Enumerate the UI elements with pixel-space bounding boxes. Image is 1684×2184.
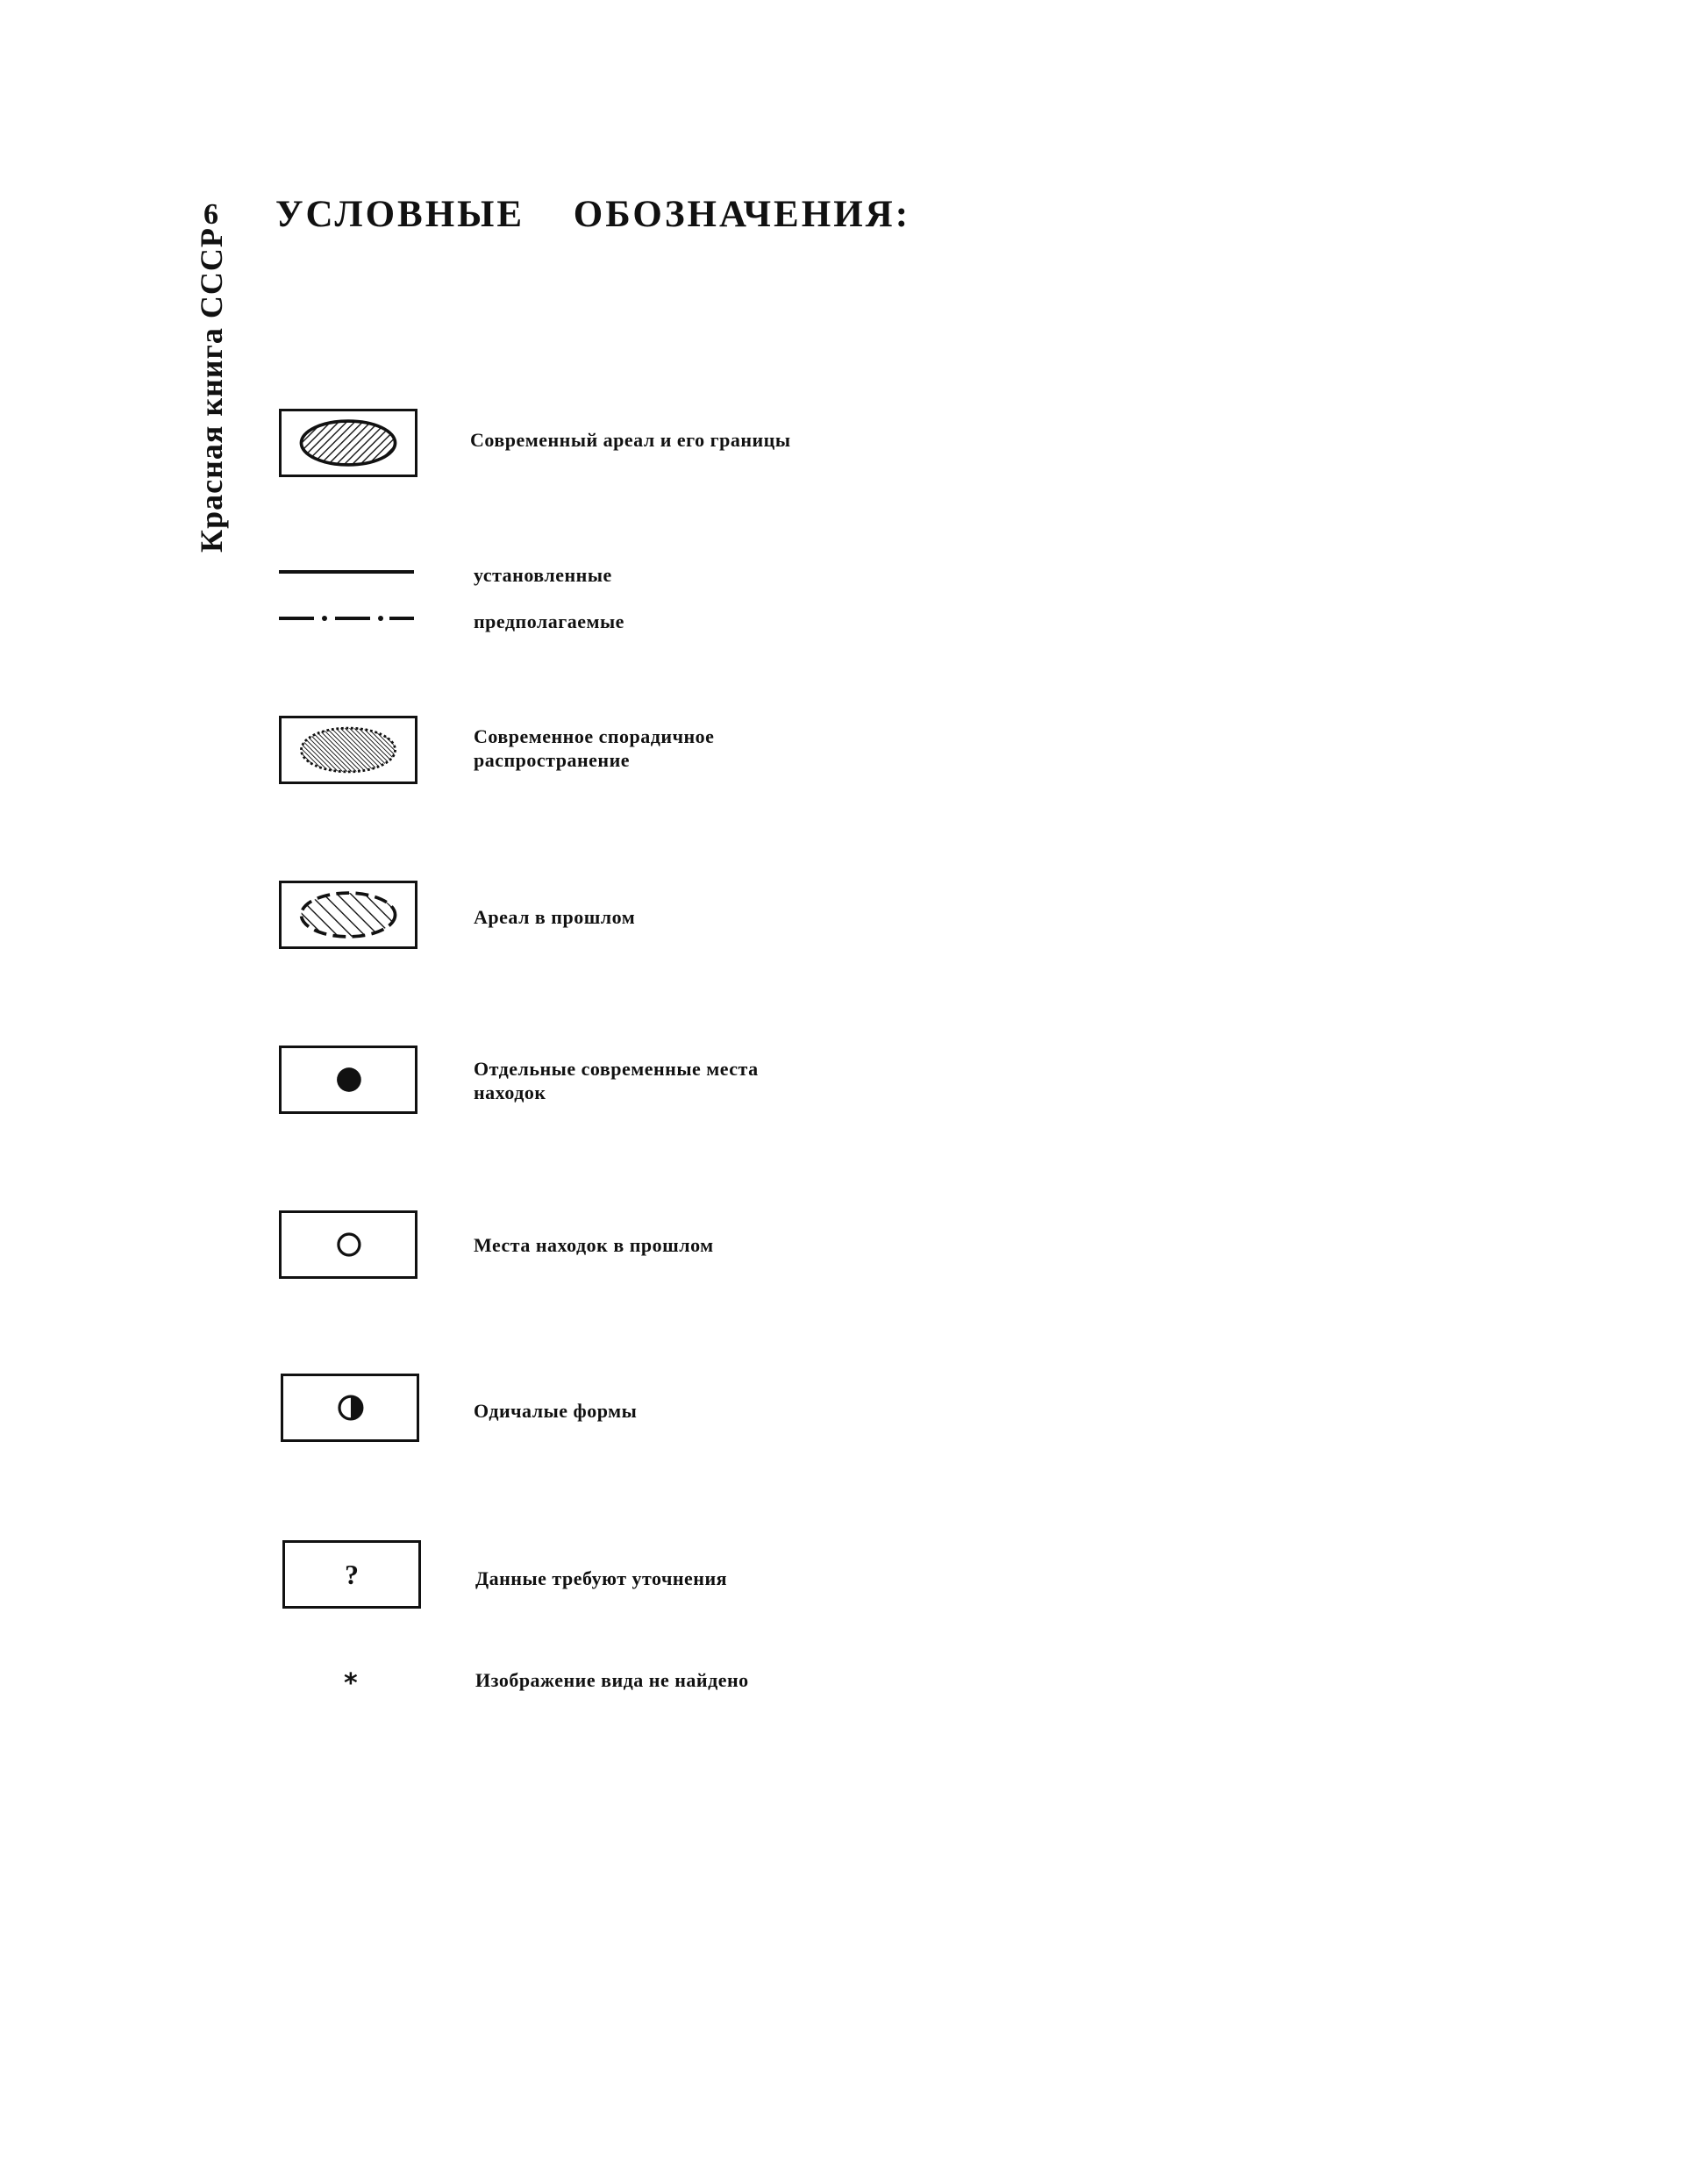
filled-circle-icon <box>282 1048 415 1111</box>
running-head: Красная книга СССР <box>194 227 229 553</box>
legend-label-uncertain: Данные требуют уточнения <box>475 1567 728 1589</box>
legend-label-no-image: Изображение вида не найдено <box>475 1669 749 1691</box>
legend-label-past-range: Ареал в прошлом <box>474 906 636 928</box>
asterisk-icon: * <box>344 1668 358 1699</box>
legend-symbol-current-finds <box>279 1046 417 1114</box>
legend-title: УСЛОВНЫЕ ОБОЗНАЧЕНИЯ: <box>275 194 911 235</box>
legend-symbol-past-range <box>279 881 417 949</box>
legend-label-past-finds: Места находок в прошлом <box>474 1234 714 1256</box>
legend-label-feral: Одичалые формы <box>474 1400 638 1422</box>
question-mark-icon: ? <box>345 1559 359 1590</box>
solid-line-icon <box>279 567 414 577</box>
legend-symbol-current-range <box>279 409 417 477</box>
legend-label-current-finds: Отдельные современные места находок <box>474 1058 759 1103</box>
legend-symbol-uncertain <box>282 1540 421 1609</box>
dense-hatched-oval-icon <box>282 718 415 782</box>
legend-symbol-past-finds <box>279 1210 417 1279</box>
hatched-oval-dashed-border-icon <box>282 883 415 946</box>
legend-label-presumed: предполагаемые <box>474 610 624 632</box>
legend-label-current-range: Современный ареал и его границы <box>470 429 791 451</box>
dash-dot-line-icon <box>279 613 414 624</box>
half-filled-circle-icon <box>283 1376 417 1439</box>
legend-symbol-feral <box>281 1374 419 1442</box>
legend-label-sporadic: Современное спорадичное распространение <box>474 725 715 771</box>
legend-label-established: установленные <box>474 564 612 586</box>
hatched-oval-solid-border-icon <box>282 411 415 475</box>
page-number: 6 <box>203 198 218 231</box>
legend-symbol-sporadic <box>279 716 417 784</box>
open-circle-icon <box>282 1213 415 1276</box>
